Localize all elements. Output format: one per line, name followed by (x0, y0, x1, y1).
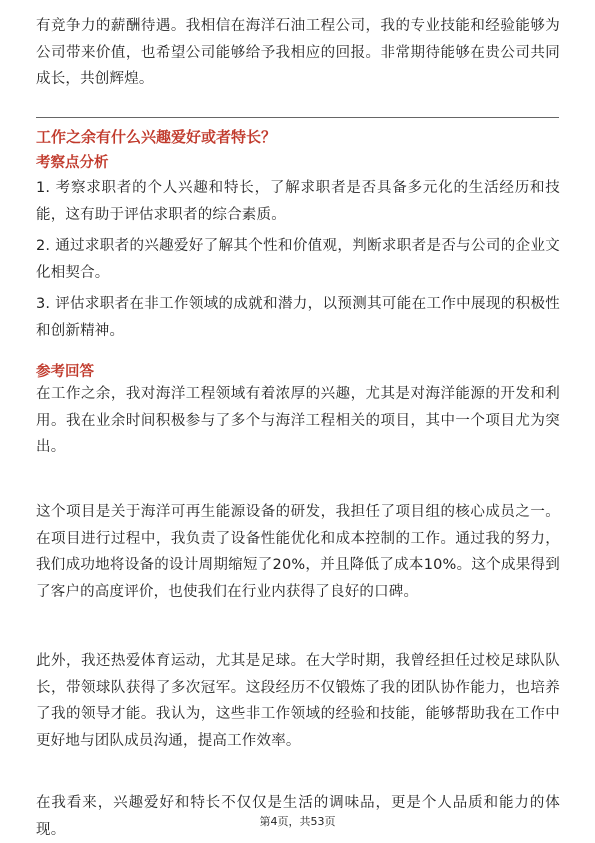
section-divider (36, 117, 559, 118)
analysis-point-1: 1. 考察求职者的个人兴趣和特长，了解求职者是否具备多元化的生活经历和技能，这有助于评估求职者的综合素质。 (36, 180, 560, 223)
answer-paragraph-4: 在我看来，兴趣爱好和特长不仅仅是生活的调味品，更是个人品质和能力的体现。 (36, 795, 560, 838)
analysis-heading: 考察点分析 (36, 155, 109, 171)
page-number: 第4页，共53页 (259, 815, 336, 828)
question-title: 工作之余有什么兴趣爱好或者特长？ (36, 128, 277, 146)
answer-paragraph-2: 这个项目是关于海洋可再生能源设备的研发，我担任了项目组的核心成员之一。在项目进行过程中，我负责了设备性能优化和成本控制的工作。通过我的努力，我们成功地将设备的设计周期缩短了20%，并且降低了成本10%。这个成果得到了客户的高度评价，也使我们在行业内获得了良好的口碑。 (36, 504, 560, 600)
analysis-point-2: 2. 通过求职者的兴趣爱好了解其个性和价值观，判断求职者是否与公司的企业文化相契合。 (36, 238, 560, 281)
answer-paragraph-1: 在工作之余，我对海洋工程领域有着浓厚的兴趣，尤其是对海洋能源的开发和利用。我在业余时间积极参与了多个与海洋工程相关的项目，其中一个项目尤为突出。 (36, 386, 560, 455)
analysis-point-3: 3. 评估求职者在非工作领域的成就和潜力，以预测其可能在工作中展现的积极性和创新精神。 (36, 296, 560, 339)
intro-paragraph: 有竞争力的薪酬待遇。我相信在海洋石油工程公司，我的专业技能和经验能够为公司带来价值，也希望公司能够给予我相应的回报。非常期待能够在贵公司共同成长，共创辉煌。 (36, 18, 560, 87)
answer-heading: 参考回答 (36, 364, 94, 380)
answer-paragraph-3: 此外，我还热爱体育运动，尤其是足球。在大学时期，我曾经担任过校足球队队长，带领球队获得了多次冠军。这段经历不仅锻炼了我的团队协作能力，也培养了我的领导才能。我认为，这些非工作领域的经验和技能，能够帮助我在工作中更好地与团队成员沟通，提高工作效率。 (36, 653, 560, 749)
